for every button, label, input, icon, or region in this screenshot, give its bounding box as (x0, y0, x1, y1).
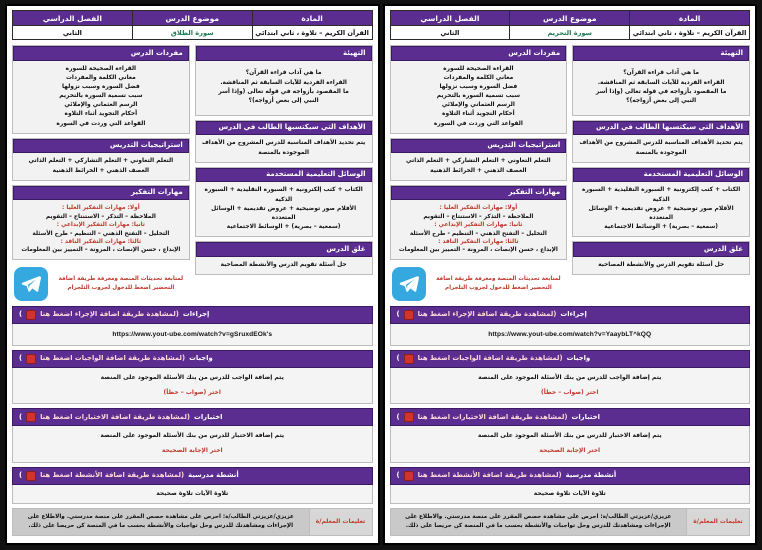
strategies-title: استراتيجيات التدريس (13, 139, 189, 154)
paren-close: ) (396, 412, 400, 421)
tests-title: اختبارات (194, 412, 223, 421)
thinking-group-label: ثالثا: مهارات التفكير الناقد : (60, 238, 142, 245)
upper-two-columns (12, 45, 373, 302)
strategies-box (12, 138, 190, 181)
column-preparation (195, 45, 373, 302)
homework-subtitle: (لمشاهدة طريقة اضافة الواجبات اضغط هنا (417, 354, 563, 363)
preparation-body (573, 61, 749, 115)
preparation-title: التهيئة (573, 46, 749, 61)
telegram-row[interactable] (390, 264, 568, 302)
telegram-icon[interactable] (392, 267, 426, 301)
homework-subtitle: (لمشاهدة طريقة اضافة الواجبات اضغط هنا (40, 354, 186, 363)
homework-answer-hint: اختر (صواب – خطأ) (541, 389, 599, 397)
strategies-body (13, 153, 189, 179)
vocabulary-line: معاني الكلمة والمفردات (443, 74, 514, 81)
tests-text: يتم إضافة الاختبار للدرس من بنك الأسئلة الموجود على المنصة (100, 432, 285, 440)
teaching-aids-box (572, 167, 750, 238)
objectives-box (195, 120, 373, 163)
telegram-note-line: اضغط للدخول لجروب التلجرام (445, 284, 529, 291)
lesson-header-table (390, 10, 751, 40)
thinking-group-label: ثانيا: مهارات التفكير الإبداعي : (56, 222, 145, 229)
vocabulary-line: القواعد التي وردت في السورة (56, 120, 146, 127)
homework-title: واجبات (189, 354, 213, 363)
vocabulary-line: الرسم العثماني والإملائي (441, 102, 515, 109)
activities-body: تلاوة الآيات تلاوة صحيحة (12, 485, 373, 504)
thinking-skills-body (391, 200, 567, 258)
teaching-aids-line: (سمعية – بصرية) + الوسائط الاجتماعية (226, 224, 341, 231)
procedures-subtitle: (لمشاهدة طريقة اضافة الإجراء اضغط هنا (417, 309, 557, 318)
thinking-group-label: أولا: مهارات التفكير العليا : (439, 205, 518, 212)
activities-subtitle: (لمشاهدة طريقة اضافة الأنشطة اضغط هنا (40, 470, 185, 479)
closure-box (195, 241, 373, 275)
telegram-note (432, 275, 566, 292)
strategies-title: استراتيجيات التدريس (391, 139, 567, 154)
thinking-skills-title: مهارات التفكير (391, 186, 567, 201)
closure-title: غلق الدرس (196, 242, 372, 257)
procedures-subtitle: (لمشاهدة طريقة اضافة الإجراء اضغط هنا (40, 309, 179, 318)
thinking-group-value: التحليل – التفتح الذهني – التنظيم - طرح الأسئلة (409, 230, 547, 237)
header-value-subject: القرآن الكريم – تلاوة ، ثاني ابتدائي (252, 26, 372, 40)
procedures-section (390, 306, 751, 346)
vocabulary-line: أحكام التجويد أثناء التلاوة (442, 111, 515, 118)
lesson-plan-panel-سورة الطلاق (5, 4, 380, 545)
preparation-box (572, 45, 750, 116)
homework-section (390, 350, 751, 404)
lesson-plan-panel-سورة التحريم (383, 4, 758, 545)
paren-close: ) (396, 309, 400, 318)
telegram-row[interactable] (12, 264, 190, 302)
objectives-box (572, 120, 750, 163)
header-value-subject: القرآن الكريم – تلاوة ، ثاني ابتدائي (630, 26, 750, 40)
record-dot-icon (26, 471, 36, 481)
preparation-line: النبي إلى بعض أزواجه)؟ (248, 97, 319, 104)
thinking-group-value: الإبداع ، حسن الإنصات ، المرونة – التمييز بين المعلومات (21, 247, 181, 254)
teacher-instructions-line: عزيزي/عزيزتي الطالب/ة: احرص على مشاهدة حصص المقرر على منصة مدرستي. (66, 513, 294, 520)
tests-body (12, 426, 373, 462)
record-dot-icon (26, 310, 36, 320)
closure-box (572, 241, 750, 275)
paren-close: ) (19, 309, 23, 318)
thinking-group-value: الملاحظة – التذكر – الاستنتاج – التقويم (45, 213, 156, 220)
record-dot-icon (404, 412, 414, 422)
thinking-group-label: أولا: مهارات التفكير العليا : (62, 205, 140, 212)
teaching-aids-body (196, 182, 372, 236)
vocabulary-line: معاني الكلمة والمفردات (66, 74, 136, 81)
activities-title: أنشطة مدرسية (565, 470, 617, 479)
teaching-aids-line: الأقلام صور توضيحية + عروض تقديمية + الوسائل المتعددة (588, 205, 734, 221)
teacher-instructions (12, 508, 373, 536)
vocabulary-line: القراءة الصحيحة للسورة (65, 65, 137, 72)
vocabulary-line: فضل السورة وسبب نزولها (61, 83, 140, 90)
telegram-note-line: ومعرفة طريقة اضافة التحضير (436, 276, 552, 291)
column-preparation (572, 45, 750, 302)
teaching-aids-title: الوسائل التعليمية المستخدمة (196, 168, 372, 183)
teaching-aids-line: الكتاب + كتب إلكترونية + السبورة التقليدية + السبورة الذكية (204, 187, 363, 203)
tests-body (390, 426, 751, 462)
telegram-note-line: لمتابعة تحديثات المنصة (497, 276, 561, 283)
header-col-term: الفصل الدراسي (390, 11, 510, 26)
paren-close: ) (19, 412, 23, 421)
preparation-line: القراءة الفردية للآيات السابقة ثم المناقشة. (220, 79, 347, 86)
homework-text: يتم إضافة الواجب للدرس من بنك الأسئلة الموجود على المنصة (100, 373, 284, 381)
vocabulary-box (390, 45, 568, 134)
closure-body: حل أسئلة تقويم الدرس والأنشطة المصاحبة (196, 257, 372, 274)
strategies-box (390, 138, 568, 181)
procedures-title: إجراءات (560, 309, 587, 318)
procedures-section (12, 306, 373, 346)
closure-body: حل أسئلة تقويم الدرس والأنشطة المصاحبة (573, 257, 749, 274)
activities-section (390, 467, 751, 504)
tests-section (12, 408, 373, 462)
header-value-topic: سورة التحريم (510, 26, 630, 40)
preparation-line: القراءة الفردية للآيات السابقة ثم المناقشة. (597, 79, 725, 86)
preparation-title: التهيئة (196, 46, 372, 61)
teaching-aids-title: الوسائل التعليمية المستخدمة (573, 168, 749, 183)
thinking-skills-box (390, 185, 568, 260)
activities-body: تلاوة الآيات تلاوة صحيحة (390, 485, 751, 504)
procedures-video-url[interactable]: https://www.yout-ube.com/watch?v=YaaybLT^kQQ (390, 324, 751, 346)
teacher-instructions (390, 508, 751, 536)
header-value-topic: سورة الطلاق (132, 26, 252, 40)
activities-section (12, 467, 373, 504)
lesson-header-table (12, 10, 373, 40)
vocabulary-line: القراءة الصحيحة للسورة (443, 65, 514, 72)
thinking-group-value: الملاحظة – التذكر – الاستنتاج – التقويم (423, 213, 534, 220)
activities-subtitle: (لمشاهدة طريقة اضافة الأنشطة اضغط هنا (417, 470, 562, 479)
telegram-note (54, 275, 188, 292)
panel-spacer (390, 536, 751, 539)
vocabulary-line: سبب تسمية السورة بالتحريم (436, 93, 521, 100)
strategies-line: العصف الذهني + الخرائط الذهنية (52, 167, 150, 174)
teacher-instructions-body (391, 509, 687, 535)
header-col-topic: موضوع الدرس (132, 11, 252, 26)
homework-body (390, 368, 751, 404)
teacher-instructions-line: عزيزي/عزيزتي الطالب/ة: احرص على مشاهدة حصص المقرر على منصة مدرستي. (444, 513, 672, 520)
thinking-group-label: ثالثا: مهارات التفكير الناقد : (438, 238, 519, 245)
procedures-header[interactable] (390, 306, 751, 324)
preparation-line: ما هي آداب قراءة القرآن؟ (623, 70, 699, 77)
objectives-title: الأهداف التي سيكتسبها الطالب في الدرس (573, 121, 749, 136)
vocabulary-line: فضل السورة وسبب نزولها (439, 83, 518, 90)
tests-header[interactable] (12, 408, 373, 426)
vocabulary-box (12, 45, 190, 134)
telegram-note-line: اضغط للدخول لجروب التلجرام (67, 284, 151, 291)
procedures-video-url[interactable]: https://www.yout-ube.com/watch?v=gSruxdEOk's (12, 324, 373, 346)
objectives-title: الأهداف التي سيكتسبها الطالب في الدرس (196, 121, 372, 136)
thinking-group-label: ثانيا: مهارات التفكير الإبداعي : (434, 222, 523, 229)
preparation-line: ما هي آداب قراءة القرآن؟ (245, 70, 322, 77)
homework-body (12, 368, 373, 404)
vocabulary-line: سبب تسمية السورة بالتحريم (59, 93, 143, 100)
vocabulary-title: مفردات الدرس (13, 46, 189, 61)
teacher-instructions-body (13, 509, 309, 535)
homework-answer-hint: اختر (صواب – خطأ) (163, 389, 221, 397)
paren-close: ) (19, 354, 23, 363)
tests-subtitle: (لمشاهدة طريقة اضافة الاختبارات اضغط هنا (417, 412, 568, 421)
paren-close: ) (396, 354, 400, 363)
procedures-header[interactable] (12, 306, 373, 324)
header-col-subject: المادة (630, 11, 750, 26)
tests-subtitle: (لمشاهدة طريقة اضافة الاختبارات اضغط هنا (40, 412, 191, 421)
preparation-line: ما المقصود بأزواجه في قوله تعالى (وإذا أسر (595, 88, 727, 95)
closure-title: غلق الدرس (573, 242, 749, 257)
record-dot-icon (26, 354, 36, 364)
teacher-instructions-line: والاطلاع على الإجراءات ومشاهدتك للدرس وحل تواجبات والأنشطة بحسب ما في المنصة كن حريصا على ذلك. (27, 513, 294, 529)
thinking-skills-body (13, 200, 189, 258)
tests-answer-hint: اختر الإجابة الصحيحة (539, 447, 601, 455)
vocabulary-title: مفردات الدرس (391, 46, 567, 61)
tests-header[interactable] (390, 408, 751, 426)
telegram-note-line: لمتابعة تحديثات المنصة (119, 276, 184, 283)
header-value-term: الثاني (390, 26, 510, 40)
thinking-skills-box (12, 185, 190, 260)
procedures-title: إجراءات (182, 309, 210, 318)
tests-answer-hint: اختر الإجابة الصحيحة (161, 447, 223, 455)
record-dot-icon (404, 310, 414, 320)
activities-title: أنشطة مدرسية (188, 470, 239, 479)
strategies-body (391, 153, 567, 179)
vocabulary-line: القواعد التي وردت في السورة (433, 120, 523, 127)
preparation-box (195, 45, 373, 116)
column-vocabulary (390, 45, 568, 302)
teaching-aids-body (573, 182, 749, 236)
teacher-instructions-line: والاطلاع على الإجراءات ومشاهدتك للدرس وحل تواجبات والأنشطة بحسب ما في المنصة كن حريصا على ذلك. (405, 513, 671, 529)
header-col-term: الفصل الدراسي (13, 11, 133, 26)
thinking-group-value: التحليل – التفتح الذهني – التنظيم - طرح الأسئلة (32, 230, 170, 237)
vocabulary-line: الرسم العثماني والإملائي (64, 102, 138, 109)
objectives-body: يتم تحديد الأهداف المناسبة للدرس المشروح من الأهداف الموجودة بالمنصة (573, 135, 749, 161)
record-dot-icon (404, 471, 414, 481)
record-dot-icon (26, 412, 36, 422)
vocabulary-body (13, 61, 189, 133)
tests-section (390, 408, 751, 462)
preparation-line: النبي إلى بعض أزواجه)؟ (626, 97, 697, 104)
homework-title: واجبات (566, 354, 591, 363)
tests-title: اختبارات (571, 412, 600, 421)
telegram-note-line: ومعرفة طريقة اضافة التحضير (58, 276, 175, 291)
column-vocabulary (12, 45, 190, 302)
preparation-body (196, 61, 372, 115)
header-col-topic: موضوع الدرس (510, 11, 630, 26)
header-value-term: الثاني (13, 26, 133, 40)
panel-spacer (12, 536, 373, 539)
header-col-subject: المادة (252, 11, 372, 26)
teacher-instructions-label: تعليمات المعلم/ة (686, 509, 749, 535)
preparation-line: ما المقصود بأزواجه في قوله تعالى (وإذا أسر (218, 88, 349, 95)
paren-close: ) (396, 470, 400, 479)
upper-two-columns (390, 45, 751, 302)
teaching-aids-line: الكتاب + كتب إلكترونية + السبورة التقليدية + السبورة الذكية (581, 187, 741, 203)
vocabulary-line: أحكام التجويد أثناء التلاوة (64, 111, 138, 118)
telegram-icon[interactable] (14, 267, 48, 301)
thinking-skills-title: مهارات التفكير (13, 186, 189, 201)
homework-header[interactable] (12, 350, 373, 368)
activities-header[interactable] (390, 467, 751, 485)
strategies-line: العصف الذهني + الخرائط الذهنية (430, 167, 527, 174)
objectives-body: يتم تحديد الأهداف المناسبة للدرس المشروح من الأهداف الموجودة بالمنصة (196, 135, 372, 161)
paren-close: ) (19, 470, 23, 479)
record-dot-icon (404, 354, 414, 364)
homework-section (12, 350, 373, 404)
homework-text: يتم إضافة الواجب للدرس من بنك الأسئلة الموجود على المنصة (478, 373, 662, 381)
homework-header[interactable] (390, 350, 751, 368)
teaching-aids-line: الأقلام صور توضيحية + عروض تقديمية + الوسائل المتعددة (211, 205, 357, 221)
teacher-instructions-label: تعليمات المعلم/ة (309, 509, 372, 535)
strategies-line: التعلم التعاوني + التعلم التشاركي + التعلم الذاتي (28, 158, 174, 165)
teaching-aids-line: (سمعية – بصرية) + الوسائط الاجتماعية (604, 224, 718, 231)
teaching-aids-box (195, 167, 373, 238)
activities-header[interactable] (12, 467, 373, 485)
strategies-line: التعلم التعاوني + التعلم التشاركي + التعلم الذاتي (406, 158, 551, 165)
vocabulary-body (391, 61, 567, 133)
tests-text: يتم إضافة الاختبار للدرس من بنك الأسئلة الموجود على المنصة (477, 432, 662, 440)
thinking-group-value: الإبداع ، حسن الإنصات ، المرونة – التمييز بين المعلومات (398, 247, 558, 254)
